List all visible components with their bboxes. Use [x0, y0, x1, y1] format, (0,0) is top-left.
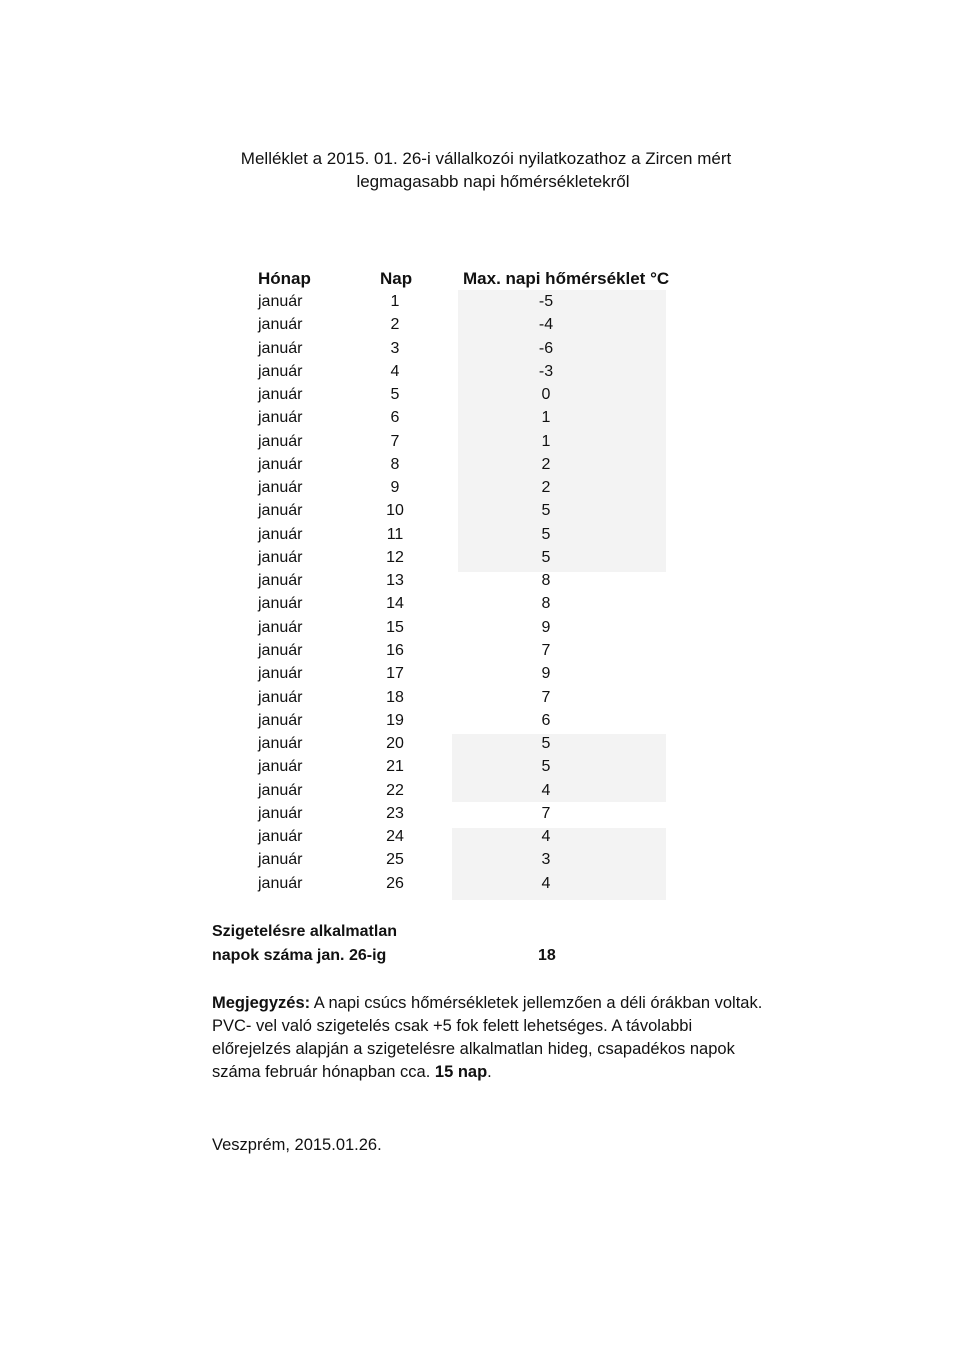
cell-temperature: 1 — [541, 409, 551, 427]
cell-day: 23 — [386, 804, 404, 822]
cell-temperature: 4 — [541, 781, 551, 799]
cell-day: 18 — [386, 688, 404, 706]
table-row — [0, 313, 960, 336]
cell-temperature: 5 — [541, 758, 551, 776]
cell-month: január — [258, 665, 303, 683]
cell-temperature: 5 — [541, 548, 551, 566]
cell-month: január — [258, 618, 303, 636]
cell-day: 20 — [386, 735, 404, 753]
note-paragraph — [212, 992, 772, 1084]
cell-day: 26 — [386, 874, 404, 892]
cell-temperature: -3 — [538, 362, 554, 380]
cell-day: 24 — [386, 828, 404, 846]
table-row — [0, 337, 960, 360]
cell-month: január — [258, 293, 303, 310]
cell-day: 6 — [390, 409, 400, 427]
cell-month: január — [258, 781, 303, 799]
cell-temperature: 2 — [541, 479, 551, 497]
table-row — [0, 686, 960, 709]
table-row — [0, 383, 960, 406]
cell-temperature: 7 — [541, 804, 551, 822]
table-row — [0, 755, 960, 778]
note-text-end: . — [487, 1063, 492, 1081]
table-row — [0, 546, 960, 569]
cell-month: január — [258, 711, 303, 729]
table-row — [0, 709, 960, 732]
cell-temperature: 4 — [541, 828, 551, 846]
cell-temperature: 7 — [541, 688, 551, 706]
unsuitable-days-label — [212, 920, 397, 968]
cell-month: január — [258, 525, 303, 543]
cell-day: 3 — [390, 339, 400, 357]
cell-day: 25 — [386, 851, 404, 869]
cell-month: január — [258, 758, 303, 776]
place-and-date: Veszprém, 2015.01.26. — [212, 1136, 382, 1154]
cell-month: január — [258, 688, 303, 706]
cell-month: január — [258, 502, 303, 520]
cell-day: 4 — [390, 362, 400, 380]
cell-day: 16 — [386, 641, 404, 659]
table-row — [0, 802, 960, 825]
cell-day: 19 — [386, 711, 404, 729]
cell-day: 22 — [386, 781, 404, 799]
note-emphasis: 15 nap — [434, 1063, 488, 1081]
cell-day: 13 — [386, 572, 404, 590]
column-header-month: Hónap — [258, 269, 311, 288]
cell-month: január — [258, 874, 303, 892]
cell-day: 14 — [386, 595, 404, 613]
table-row — [0, 779, 960, 802]
unsuitable-days-label-line-2: napok száma jan. 26-ig — [212, 947, 387, 964]
temperature-table — [0, 290, 960, 895]
cell-month: január — [258, 595, 303, 613]
cell-day: 9 — [390, 479, 400, 497]
table-row — [0, 732, 960, 755]
cell-temperature: 3 — [541, 851, 551, 869]
table-row — [0, 360, 960, 383]
document-title — [0, 147, 960, 193]
cell-month: január — [258, 479, 303, 497]
table-row — [0, 592, 960, 615]
cell-temperature: 6 — [541, 711, 551, 729]
cell-temperature: -4 — [538, 316, 554, 334]
column-header-temperature: Max. napi hőmérséklet °C — [463, 269, 670, 288]
cell-month: január — [258, 548, 303, 566]
table-row — [0, 290, 960, 313]
title-line-1: Melléklet a 2015. 01. 26-i vállalkozói nyilatkozathoz a Zircen mért — [240, 149, 732, 168]
cell-day: 8 — [390, 455, 400, 473]
cell-temperature: 0 — [541, 386, 551, 404]
table-row — [0, 499, 960, 522]
table-row — [0, 406, 960, 429]
table-row — [0, 569, 960, 592]
note-text: A napi csúcs hőmérsékletek jellemzően a déli órákban voltak. PVC- vel való szigetelés csak +5 fok felett lehetséges. A távolabbi előrejelzés alapján a szigetelésre alkalmatlan hideg, csapadékos napok száma február hónapban cca. — [212, 994, 763, 1081]
table-row — [0, 476, 960, 499]
cell-temperature: -6 — [538, 339, 554, 357]
cell-month: január — [258, 804, 303, 822]
cell-day: 2 — [390, 316, 400, 334]
cell-month: január — [258, 339, 303, 357]
cell-day: 11 — [386, 525, 404, 543]
cell-month: január — [258, 572, 303, 590]
cell-temperature: 8 — [541, 572, 551, 590]
cell-day: 17 — [386, 665, 404, 683]
cell-temperature: 5 — [541, 502, 551, 520]
table-row — [0, 825, 960, 848]
cell-month: január — [258, 386, 303, 404]
cell-temperature: 9 — [541, 665, 551, 683]
cell-temperature: -5 — [538, 293, 554, 310]
cell-temperature: 5 — [541, 525, 551, 543]
cell-month: január — [258, 828, 303, 846]
cell-day: 21 — [386, 758, 404, 776]
table-row — [0, 523, 960, 546]
table-row — [0, 872, 960, 895]
cell-temperature: 5 — [541, 735, 551, 753]
cell-temperature: 4 — [541, 874, 551, 892]
cell-day: 10 — [386, 502, 404, 520]
cell-month: január — [258, 851, 303, 869]
cell-day: 12 — [386, 548, 404, 566]
table-row — [0, 848, 960, 871]
cell-month: január — [258, 455, 303, 473]
cell-month: január — [258, 409, 303, 427]
cell-day: 7 — [390, 432, 400, 450]
table-row — [0, 616, 960, 639]
cell-day: 1 — [390, 293, 400, 310]
cell-day: 15 — [386, 618, 404, 636]
note-label: Megjegyzés: — [212, 994, 311, 1012]
cell-temperature: 1 — [541, 432, 551, 450]
cell-month: január — [258, 362, 303, 380]
unsuitable-days-value: 18 — [538, 947, 556, 964]
cell-month: január — [258, 641, 303, 659]
cell-temperature: 2 — [541, 455, 551, 473]
cell-temperature: 8 — [541, 595, 551, 613]
cell-month: január — [258, 735, 303, 753]
table-row — [0, 662, 960, 685]
cell-day: 5 — [390, 386, 400, 404]
cell-month: január — [258, 316, 303, 334]
table-row — [0, 430, 960, 453]
cell-month: január — [258, 432, 303, 450]
cell-temperature: 7 — [541, 641, 551, 659]
table-row — [0, 639, 960, 662]
unsuitable-days-label-line-1: Szigetelésre alkalmatlan — [212, 923, 397, 940]
title-line-2: legmagasabb napi hőmérsékletekről — [356, 172, 630, 191]
cell-temperature: 9 — [541, 618, 551, 636]
table-row — [0, 453, 960, 476]
column-header-day: Nap — [380, 269, 413, 288]
